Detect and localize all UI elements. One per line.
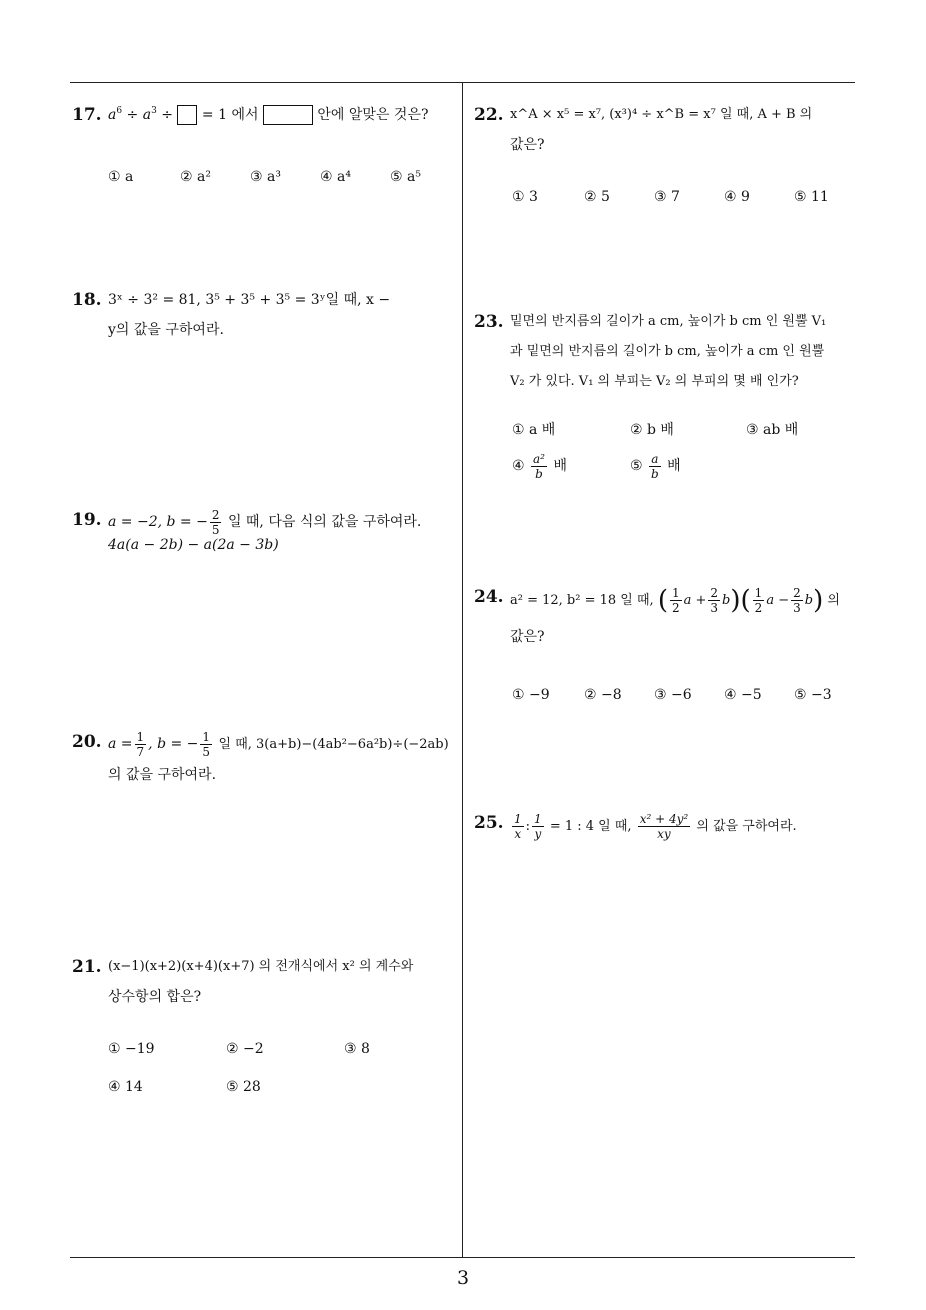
question-stem: a = −2, b = − $\frac{2}{5}$ 일 때, 다음 식의 값을 구하여라. 4a(a − 2b) − a(2a − 3b) (108, 507, 422, 553)
answer-box (263, 105, 313, 125)
option[interactable]: ② a² (180, 169, 211, 185)
question-number: 19. (72, 510, 102, 530)
option[interactable]: ④ −5 (724, 687, 762, 703)
question-stem: a = $\frac{1}{7}$ , b = − $\frac{1}{5}$ 일 때, 3(a+b)−(4ab²−6a²b)÷(−2ab) 의 값을 구하여라. (108, 729, 449, 783)
option[interactable]: ④ 14 (108, 1079, 143, 1095)
option[interactable]: ② −8 (584, 687, 622, 703)
question-stem: 밑면의 반지름의 길이가 a cm, 높이가 b cm 인 원뿔 V₁ 과 밑면의 반지름의 길이가 b cm, 높이가 a cm 인 원뿔 V₂ 가 있다. V₁ 의 부피는 V₂ 의 부피의 몇 배 인가? (510, 314, 827, 389)
blank-box (177, 105, 197, 125)
question-stem: x^A × x⁵ = x⁷, (x³)⁴ ÷ x^B = x⁷ 일 때, A + B 의 값은? (510, 107, 813, 153)
question-number: 22. (474, 105, 504, 125)
option[interactable]: ④ 9 (724, 189, 750, 205)
option[interactable]: ⑤ 11 (794, 189, 829, 205)
question-stem: 3ˣ ÷ 3² = 81, 3⁵ + 3⁵ + 3⁵ = 3ʸ일 때, x − y의 값을 구하여라. (108, 292, 391, 338)
option[interactable]: ③ a³ (250, 169, 281, 185)
question-stem: $a^6 \div a^3$ ÷ = 1 에서 안에 알맞은 것은? (108, 106, 429, 123)
option[interactable]: ② 5 (584, 189, 610, 205)
option[interactable]: ① −19 (108, 1041, 155, 1057)
question-number: 25. (474, 813, 504, 833)
column-divider (462, 82, 463, 1258)
bottom-rule (70, 1257, 855, 1258)
question-stem: $\frac{1}{x}$ : $\frac{1}{y}$ = 1 : 4 일 때, $\frac{\text{x² + 4y²}}{xy}$ 의 값을 구하여라. (514, 812, 797, 841)
question-number: 23. (474, 312, 504, 332)
option[interactable]: ② b 배 (630, 422, 674, 438)
fraction: $\frac{2}{5}$ (211, 507, 220, 537)
question-number: 20. (72, 732, 102, 752)
option[interactable]: ③ 7 (654, 189, 680, 205)
question-number: 24. (474, 587, 504, 607)
option[interactable]: ④ a⁴ (320, 169, 351, 185)
question-number: 18. (72, 290, 102, 310)
option[interactable]: ② −2 (226, 1041, 264, 1057)
question-stem: (x−1)(x+2)(x+4)(x+7) 의 전개식에서 x² 의 계수와 상수항의 합은? (108, 959, 414, 1005)
option[interactable]: ⑤ −3 (794, 687, 832, 703)
option[interactable]: ⑤ a⁵ (390, 169, 421, 185)
option[interactable]: ① a 배 (512, 422, 556, 438)
option[interactable]: ③ 8 (344, 1041, 370, 1057)
fraction: $\frac{1}{5}$ (202, 729, 211, 759)
option[interactable]: ④ $\frac{\text{a²}}{b}$ 배 (512, 451, 567, 481)
fraction: $\frac{1}{7}$ (136, 729, 145, 759)
page-number: 3 (456, 1267, 470, 1289)
option[interactable]: ① a (108, 169, 134, 185)
option[interactable]: ③ −6 (654, 687, 692, 703)
option[interactable]: ① −9 (512, 687, 550, 703)
question-stem: a² = 12, b² = 18 일 때, ( $\frac{1}{2}$ a + $\frac{2}{3}$ b)( $\frac{1}{2}$ a − $\frac{2}{3}$ b) 의 값은? (510, 585, 840, 645)
option[interactable]: ⑤ 28 (226, 1079, 261, 1095)
option[interactable]: ③ ab 배 (746, 422, 799, 438)
question-number: 21. (72, 957, 102, 977)
option[interactable]: ⑤ $\frac{a}{b}$ 배 (630, 451, 681, 481)
expression: 4a(a − 2b) − a(2a − 3b) (108, 537, 279, 553)
option[interactable]: ① 3 (512, 189, 538, 205)
question-number: 17. (72, 105, 102, 125)
